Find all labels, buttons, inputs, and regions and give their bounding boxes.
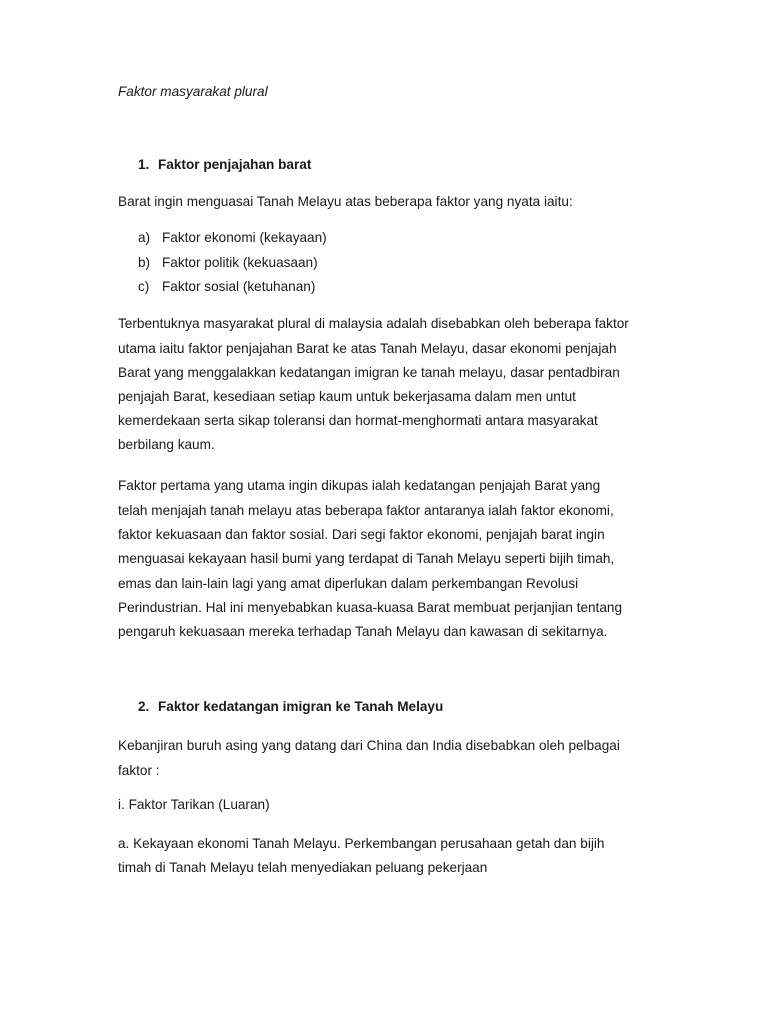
list-item [138,279,315,294]
section-2-heading [138,699,443,714]
paragraph-line: Faktor pertama yang utama ingin dikupas ialah kedatangan penjajah Barat yang [118,478,601,493]
paragraph-line: faktor kekuasaan dan faktor sosial. Dari segi faktor ekonomi, penjajah barat ingin [118,527,605,542]
paragraph-line: faktor : [118,763,160,778]
list-text: Faktor ekonomi (kekayaan) [162,230,327,245]
section-2-subheading: i. Faktor Tarikan (Luaran) [118,797,270,812]
section-1-heading [138,157,311,172]
list-text: Faktor sosial (ketuhanan) [162,279,316,294]
section-1-number: 1. [138,157,150,172]
document-title: Faktor masyarakat plural [118,84,268,99]
section-2-heading-text: Faktor kedatangan imigran ke Tanah Melayu [158,699,444,714]
paragraph-line: berbilang kaum. [118,437,215,452]
list-text: Faktor politik (kekuasaan) [162,255,318,270]
paragraph-line: Perindustrian. Hal ini menyebabkan kuasa-kuasa Barat membuat perjanjian tentang [118,600,623,615]
list-item [138,230,327,245]
paragraph-line: emas dan lain-lain lagi yang amat diperlukan dalam perkembangan Revolusi [118,576,579,591]
paragraph-line: timah di Tanah Melayu telah menyediakan peluang pekerjaan [118,860,488,875]
section-2-number: 2. [138,699,150,714]
section-1-heading-text: Faktor penjajahan barat [158,157,312,172]
paragraph-line: kemerdekaan serta sikap toleransi dan hormat-menghormati antara masyarakat [118,413,598,428]
list-item [138,255,318,270]
paragraph-line: utama iaitu faktor penjajahan Barat ke atas Tanah Melayu, dasar ekonomi penjajah [118,341,617,356]
paragraph-line: Kebanjiran buruh asing yang datang dari China dan India disebabkan oleh pelbagai [118,738,620,753]
list-marker: b) [138,255,151,270]
list-marker: a) [138,230,151,245]
list-marker: c) [138,279,150,294]
section-1-intro: Barat ingin menguasai Tanah Melayu atas beberapa faktor yang nyata iaitu: [118,194,573,209]
paragraph-line: penjajah Barat, kesediaan setiap kaum untuk bekerjasama dalam men untut [118,389,576,404]
paragraph-line: telah menjajah tanah melayu atas beberapa faktor antaranya ialah faktor ekonomi, [118,503,614,518]
paragraph-line: Terbentuknya masyarakat plural di malaysia adalah disebabkan oleh beberapa faktor [118,316,629,331]
paragraph-line: Barat yang menggalakkan kedatangan imigran ke tanah melayu, dasar pentadbiran [118,365,620,380]
paragraph-line: menguasai kekayaan hasil bumi yang terdapat di Tanah Melayu seperti bijih timah, [118,551,615,566]
paragraph-line: pengaruh kekuasaan mereka terhadap Tanah Melayu dan kawasan di sekitarnya. [118,624,608,639]
paragraph-line: a. Kekayaan ekonomi Tanah Melayu. Perkembangan perusahaan getah dan bijih [118,836,605,851]
